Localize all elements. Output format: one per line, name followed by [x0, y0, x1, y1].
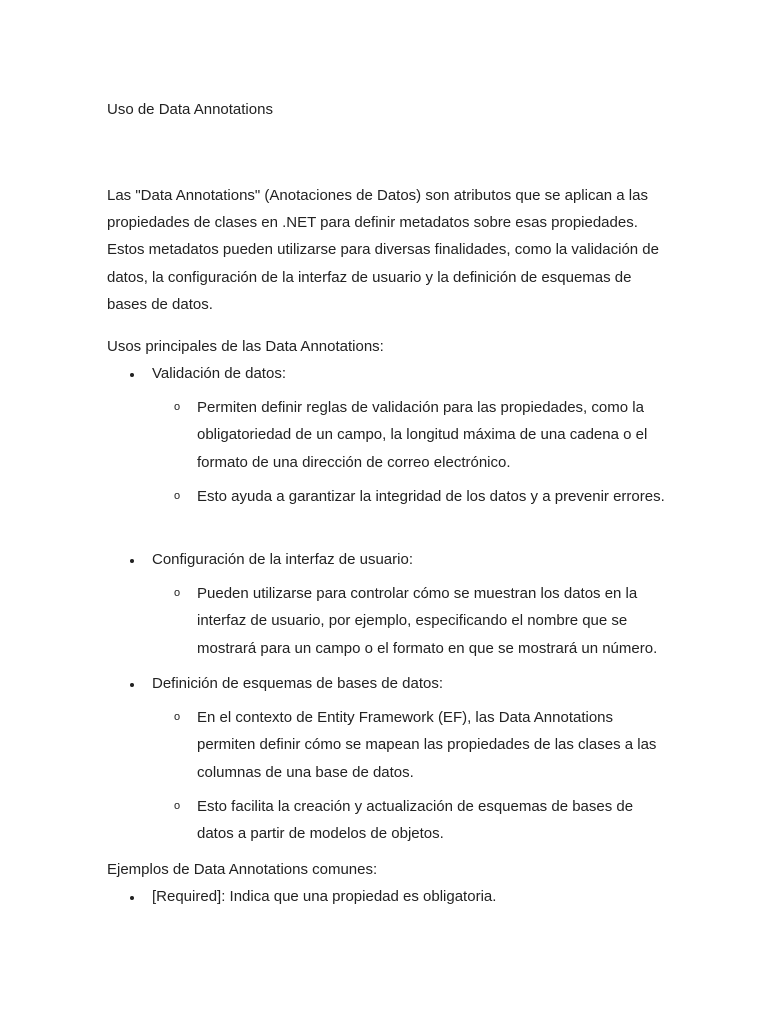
sub-list-item: o Esto ayuda a garantizar la integridad de los datos y a prevenir errores.: [197, 483, 667, 510]
sub-list-item: o Esto facilita la creación y actualización de esquemas de bases de datos a partir de modelos de objetos.: [197, 793, 667, 848]
list-item-validation: Validación de datos:: [152, 365, 286, 382]
sub-list-item: o Pueden utilizarse para controlar cómo se muestran los datos en la interfaz de usuario, por ejemplo, especificando el nombre que se mostrará para un campo o el formato en que se mostrará un número.: [197, 580, 667, 662]
uses-heading: Usos principales de las Data Annotations:: [107, 338, 384, 355]
sub-list-item: o Permiten definir reglas de validación para las propiedades, como la obligatoriedad de un campo, la longitud máxima de una cadena o el formato de una dirección de correo electrónico.: [197, 394, 667, 476]
sub-list-item: o En el contexto de Entity Framework (EF), las Data Annotations permiten definir cómo se mapean las propiedades de las clases a las columnas de una base de datos.: [197, 704, 667, 786]
list-item-ui-config: Configuración de la interfaz de usuario:: [152, 551, 413, 568]
list-item-required: [Required]: Indica que una propiedad es obligatoria.: [152, 888, 497, 905]
examples-heading: Ejemplos de Data Annotations comunes:: [107, 861, 378, 878]
document-title: Uso de Data Annotations: [107, 101, 273, 118]
list-item-db-schema: Definición de esquemas de bases de datos:: [152, 675, 444, 692]
intro-paragraph: Las "Data Annotations" (Anotaciones de Datos) son atributos que se aplican a las propiedades de clases en .NET para definir metadatos sobre esas propiedades. Estos metadatos pueden utilizarse para diversas finalidades, como la validación de datos, la configuración de la interfaz de usuario y la definición de esquemas de bases de datos.: [107, 187, 659, 313]
